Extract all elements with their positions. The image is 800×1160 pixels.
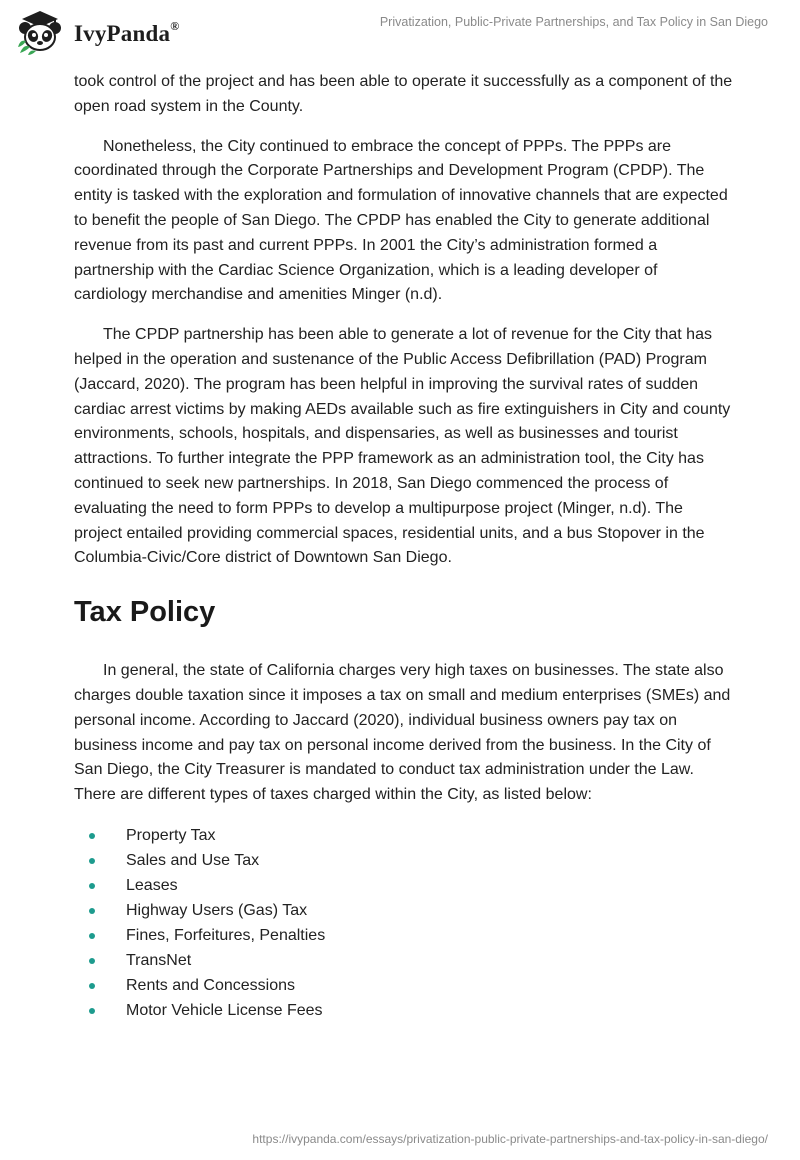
- ivypanda-logo[interactable]: [14, 9, 189, 57]
- bullet-icon: [89, 933, 95, 939]
- source-url[interactable]: https://ivypanda.com/essays/privatization-public-private-partnerships-and-tax-policy-in-san-diego/: [252, 1132, 768, 1146]
- list-item: [74, 973, 734, 998]
- panda-graduate-icon: [14, 9, 66, 57]
- paragraph-cpdp: Nonetheless, the City continued to embrace the concept of PPPs. The PPPs are coordinated through the Corporate Partnerships and Development Program (CPDP). The entity is tasked with the exploration and formulation of innovative channels that are expected to benefit the people of San Diego. The CPDP has enabled the City to generate additional revenue from its past and current PPPs. In 2001 the City’s administration formed a partnership with the Cardiac Science Organization, which is a leading developer of cardiology merchandise and amenities Minger (n.d).: [74, 137, 728, 304]
- page-header: [0, 0, 800, 70]
- tax-type-label: TransNet: [126, 951, 192, 969]
- tax-type-label: Fines, Forfeitures, Penalties: [126, 926, 326, 944]
- brand-name: IvyPanda®: [74, 19, 180, 46]
- bullet-icon: [89, 833, 95, 839]
- tax-types-list: [74, 823, 734, 1023]
- list-item: [74, 848, 734, 873]
- tax-type-label: Motor Vehicle License Fees: [126, 1001, 323, 1019]
- list-item: [74, 873, 734, 898]
- bullet-icon: [89, 1008, 95, 1014]
- bullet-icon: [89, 958, 95, 964]
- registered-mark: ®: [170, 19, 180, 34]
- bullet-icon: [89, 883, 95, 889]
- list-item: [74, 898, 734, 923]
- paragraph-pad-program: The CPDP partnership has been able to generate a lot of revenue for the City that has helped in the operation and sustenance of the Public Access Defibrillation (PAD) Program (Jaccard, 2020). The program has been helpful in improving the survival rates of sudden cardiac arrest victims by making AEDs available such as fire extinguishers in City and county environments, schools, hospitals, and dispensaries, as well as businesses and tourist attractions. To further integrate the PPP framework as an administration tool, the City has continued to seek new partnerships. In 2018, San Diego commenced the process of evaluating the need to form PPPs to develop a multipurpose project (Minger, n.d). The project entailed providing commercial spaces, residential units, and a bus Stopover in the Columbia-Civic/Core district of Downtown San Diego.: [74, 326, 731, 567]
- list-item: [74, 998, 734, 1023]
- essay-content: [74, 70, 734, 1023]
- bullet-icon: [89, 908, 95, 914]
- paragraph-continuation: took control of the project and has been able to operate it successfully as a component of the open road system in the County.: [74, 73, 733, 115]
- tax-type-label: Sales and Use Tax: [126, 851, 260, 869]
- section-heading-tax-policy: Tax Policy: [74, 596, 216, 629]
- list-item: [74, 823, 734, 848]
- document-title: Privatization, Public-Private Partnerships, and Tax Policy in San Diego: [379, 15, 768, 29]
- tax-type-label: Property Tax: [126, 826, 216, 844]
- paragraph-tax-intro: In general, the state of California charges very high taxes on businesses. The state also charges double taxation since it imposes a tax on small and medium enterprises (SMEs) and personal income. According to Jaccard (2020), individual business owners pay tax on business income and pay tax on personal income derived from the business. In the City of San Diego, the City Treasurer is mandated to conduct tax administration under the Law. There are different types of taxes charged within the City, as listed below:: [74, 662, 731, 804]
- bullet-icon: [89, 858, 95, 864]
- tax-type-label: Leases: [126, 876, 178, 894]
- tax-type-label: Highway Users (Gas) Tax: [126, 901, 308, 919]
- tax-type-label: Rents and Concessions: [126, 976, 295, 994]
- list-item: [74, 948, 734, 973]
- list-item: [74, 923, 734, 948]
- bullet-icon: [89, 983, 95, 989]
